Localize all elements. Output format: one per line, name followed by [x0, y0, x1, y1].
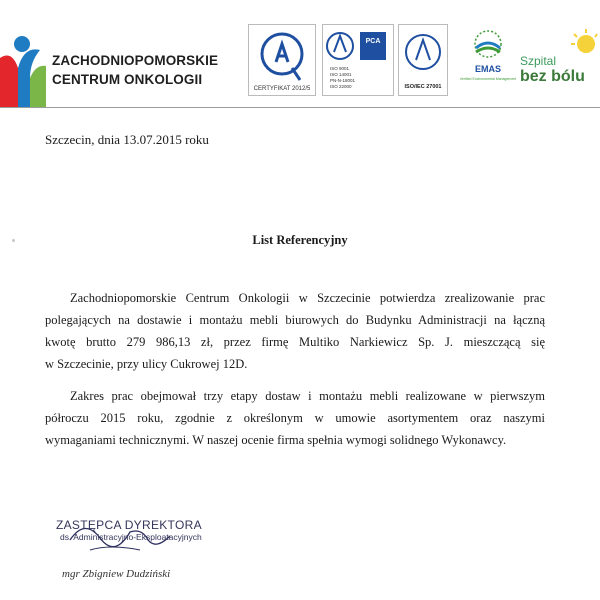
paragraph-line: kwotę brutto 279 986,13 zł, przez firmę Multiko Narkiewicz Sp. J. mieszczącą się [45, 335, 545, 349]
organization-name [52, 51, 218, 89]
paragraph-line: polegających na dostawie i montażu mebli biurowych do Budynku Administracji na łączną [45, 313, 545, 327]
paragraph-2 [45, 385, 545, 451]
hospital-line1: Szpital [520, 54, 557, 68]
iso-item: PN-N-18001 [330, 78, 356, 83]
iso-item: ISO 22000 [330, 84, 352, 89]
stamp-title: ZASTĘPCA DYREKTORA [56, 518, 202, 532]
hospital-line2: bez bólu [520, 68, 585, 85]
signer-name: mgr Zbigniew Dudziński [62, 568, 171, 580]
paragraph-line: Zakres prac obejmował trzy etapy dostaw i montażu mebli realizowane w pierwszym [70, 389, 545, 403]
letterhead [0, 0, 600, 112]
oncology-center-logo-icon [0, 28, 46, 108]
paragraph-line: półroczu 2015 roku, zgodnie z określonym w umowie asortymentem oraz naszymi [45, 411, 545, 425]
emas-subtitle: Verified Environmental Management [460, 77, 516, 81]
paragraph-line: w Szczecinie, przy ulicy Cukrowej 12D. [45, 357, 248, 371]
letter-date: Szczecin, dnia 13.07.2015 roku [45, 132, 209, 147]
iso-27001-caption: ISO/IEC 27001 [404, 84, 442, 90]
paragraph-line: Zachodniopomorskie Centrum Onkologii w Szczecinie potwierdza zrealizowanie prac [70, 291, 545, 305]
emas-badge [460, 26, 516, 96]
letter-title: List Referencyjny [252, 233, 348, 247]
pain-free-hospital-logo [520, 55, 585, 85]
organization-name-line2: CENTRUM ONKOLOGII [52, 72, 203, 87]
stamp-department: ds. Administracyjno-Eksploatacyjnych [60, 532, 202, 542]
paragraph-1 [45, 287, 545, 375]
iso-item: ISO 14001 [330, 72, 352, 77]
official-stamp [56, 519, 202, 542]
organization-name-line1: ZACHODNIOPOMORSKIE [52, 53, 219, 68]
header-divider [0, 107, 600, 108]
sun-icon [568, 28, 600, 58]
pca-label: PCA [365, 38, 381, 45]
cert-caption: CERTYFIKAT 2012/5 [253, 86, 311, 92]
iso-27001-badge [398, 24, 448, 96]
iso-item: ISO 9001 [330, 66, 350, 71]
iso-certificates-badge [322, 24, 394, 96]
paragraph-line: wymaganiami technicznymi. W naszej ocenie firma spełnia wymogi solidnego Wykonawcy. [45, 433, 507, 447]
quality-certificate-badge [248, 24, 316, 96]
emas-label: EMAS [474, 64, 502, 74]
